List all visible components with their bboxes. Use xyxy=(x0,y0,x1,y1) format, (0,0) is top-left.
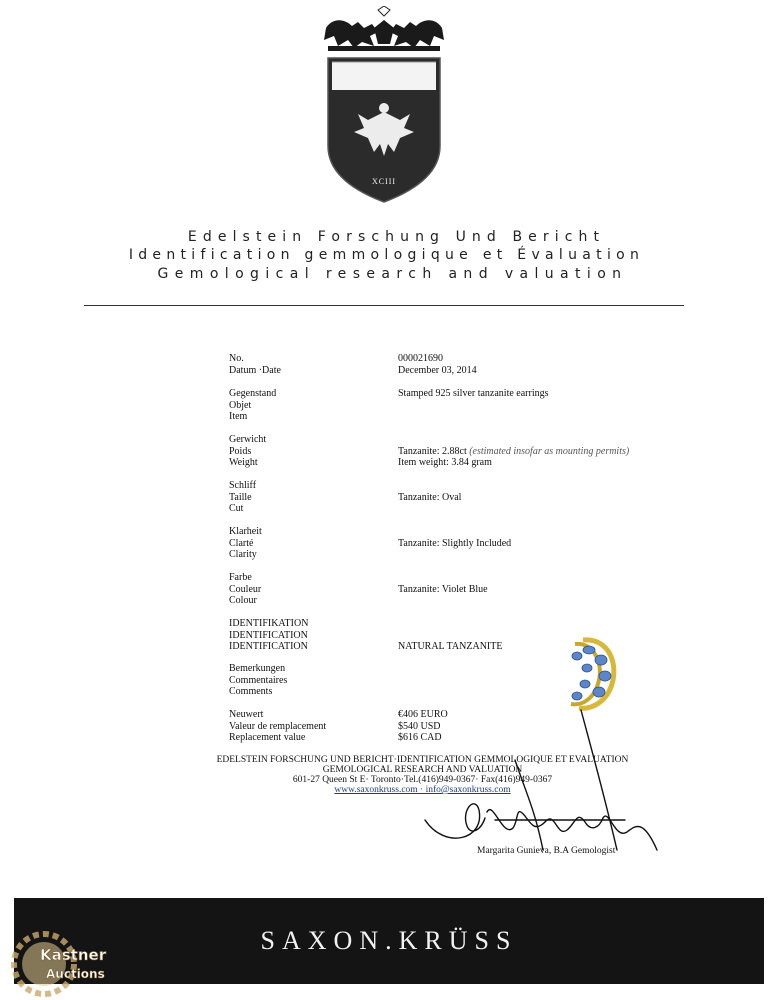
clarity-label-de: Klarheit xyxy=(229,526,262,537)
weight-note: (estimated insofar as mounting permits) xyxy=(469,445,630,457)
item-label-de: Gegenstand xyxy=(229,388,277,399)
identification-label-de: IDENTIFIKATION xyxy=(229,618,309,629)
title-german: Edelstein Forschung Und Bericht xyxy=(187,229,606,245)
value-label-en: Replacement value xyxy=(229,732,306,743)
watermark-text-top: Kastner xyxy=(40,946,107,964)
identification-label-en: IDENTIFICATION xyxy=(229,641,308,652)
value-label-de: Neuwert xyxy=(229,709,264,720)
item-labels xyxy=(229,388,276,423)
cut-label-de: Schliff xyxy=(229,480,257,491)
no-value: 000021690 xyxy=(398,353,443,364)
item-value: Stamped 925 silver tanzanite earrings xyxy=(398,388,549,399)
no-label: No. xyxy=(229,353,244,364)
value-labels xyxy=(229,709,326,744)
item-label-fr: Objet xyxy=(229,399,252,411)
value-cad: $616 CAD xyxy=(398,732,442,743)
colour-label-de: Farbe xyxy=(229,572,252,583)
header-divider xyxy=(84,305,684,306)
brand-banner xyxy=(14,898,764,984)
weight-label-de: Gerwicht xyxy=(229,434,267,445)
signature-caption: Margarita Gunieva, B.A Gemologist xyxy=(477,846,616,856)
colour-value: Tanzanite: Violet Blue xyxy=(398,583,488,595)
comments-label-en: Comments xyxy=(229,686,273,697)
date-value: December 03, 2014 xyxy=(398,364,477,376)
crest-logo xyxy=(318,6,450,206)
footer-line-3: 601-27 Queen St E· Toronto·Tel.(416)949-0367· Fax(416)949-0367 xyxy=(292,775,553,785)
weight-tanzanite: Tanzanite: 2.88ct xyxy=(398,445,467,457)
cut-label-fr: Taille xyxy=(229,491,252,503)
value-usd: $540 USD xyxy=(398,720,441,732)
title-english: Gemological research and valuation xyxy=(157,266,628,282)
weight-labels xyxy=(229,434,266,469)
clarity-labels xyxy=(229,526,262,561)
no-labels xyxy=(229,353,281,376)
footer-line-2: GEMOLOGICAL RESEARCH AND VALUATION xyxy=(322,765,523,775)
crest-numeral: XCIII xyxy=(371,177,397,186)
cut-labels xyxy=(229,480,256,515)
clarity-label-en: Clarity xyxy=(229,549,257,560)
date-label: Datum ·Date xyxy=(229,364,281,376)
clarity-label-fr: Clarté xyxy=(229,537,254,549)
brand-name: SAXON.KRÜSS xyxy=(260,926,518,955)
comments-label-fr: Commentaires xyxy=(229,674,288,686)
footer-links[interactable]: www.saxonkruss.com · info@saxonkruss.com xyxy=(334,785,511,795)
identification-value: NATURAL TANZANITE xyxy=(398,641,503,652)
colour-label-fr: Couleur xyxy=(229,583,262,595)
colour-labels xyxy=(229,572,261,607)
watermark-text-bottom: Auctions xyxy=(46,967,105,981)
weight-value xyxy=(398,446,629,458)
comments-labels xyxy=(229,663,287,698)
weight-label-en: Weight xyxy=(229,457,258,468)
footer-line-1: EDELSTEIN FORSCHUNG UND BERICHT·IDENTIFICATION GEMMOLOGIQUE ET EVALUATION xyxy=(216,755,629,765)
identification-labels xyxy=(229,618,308,653)
item-label-en: Item xyxy=(229,411,248,422)
value-eur: €406 EURO xyxy=(398,709,448,720)
signature xyxy=(395,700,665,860)
title-french: Identification gemmologique et Évaluation xyxy=(128,247,645,263)
value-label-fr: Valeur de remplacement xyxy=(229,720,327,732)
kastner-auctions-watermark xyxy=(10,928,120,1000)
cut-label-en: Cut xyxy=(229,503,244,514)
weight-label-fr: Poids xyxy=(229,445,252,457)
clarity-value: Tanzanite: Slightly Included xyxy=(398,537,512,549)
comments-label-de: Bemerkungen xyxy=(229,663,286,674)
item-weight-value: Item weight: 3.84 gram xyxy=(398,457,492,468)
identification-label-fr: IDENTIFICATION xyxy=(229,629,308,641)
cut-value: Tanzanite: Oval xyxy=(398,491,462,503)
colour-label-en: Colour xyxy=(229,595,257,606)
